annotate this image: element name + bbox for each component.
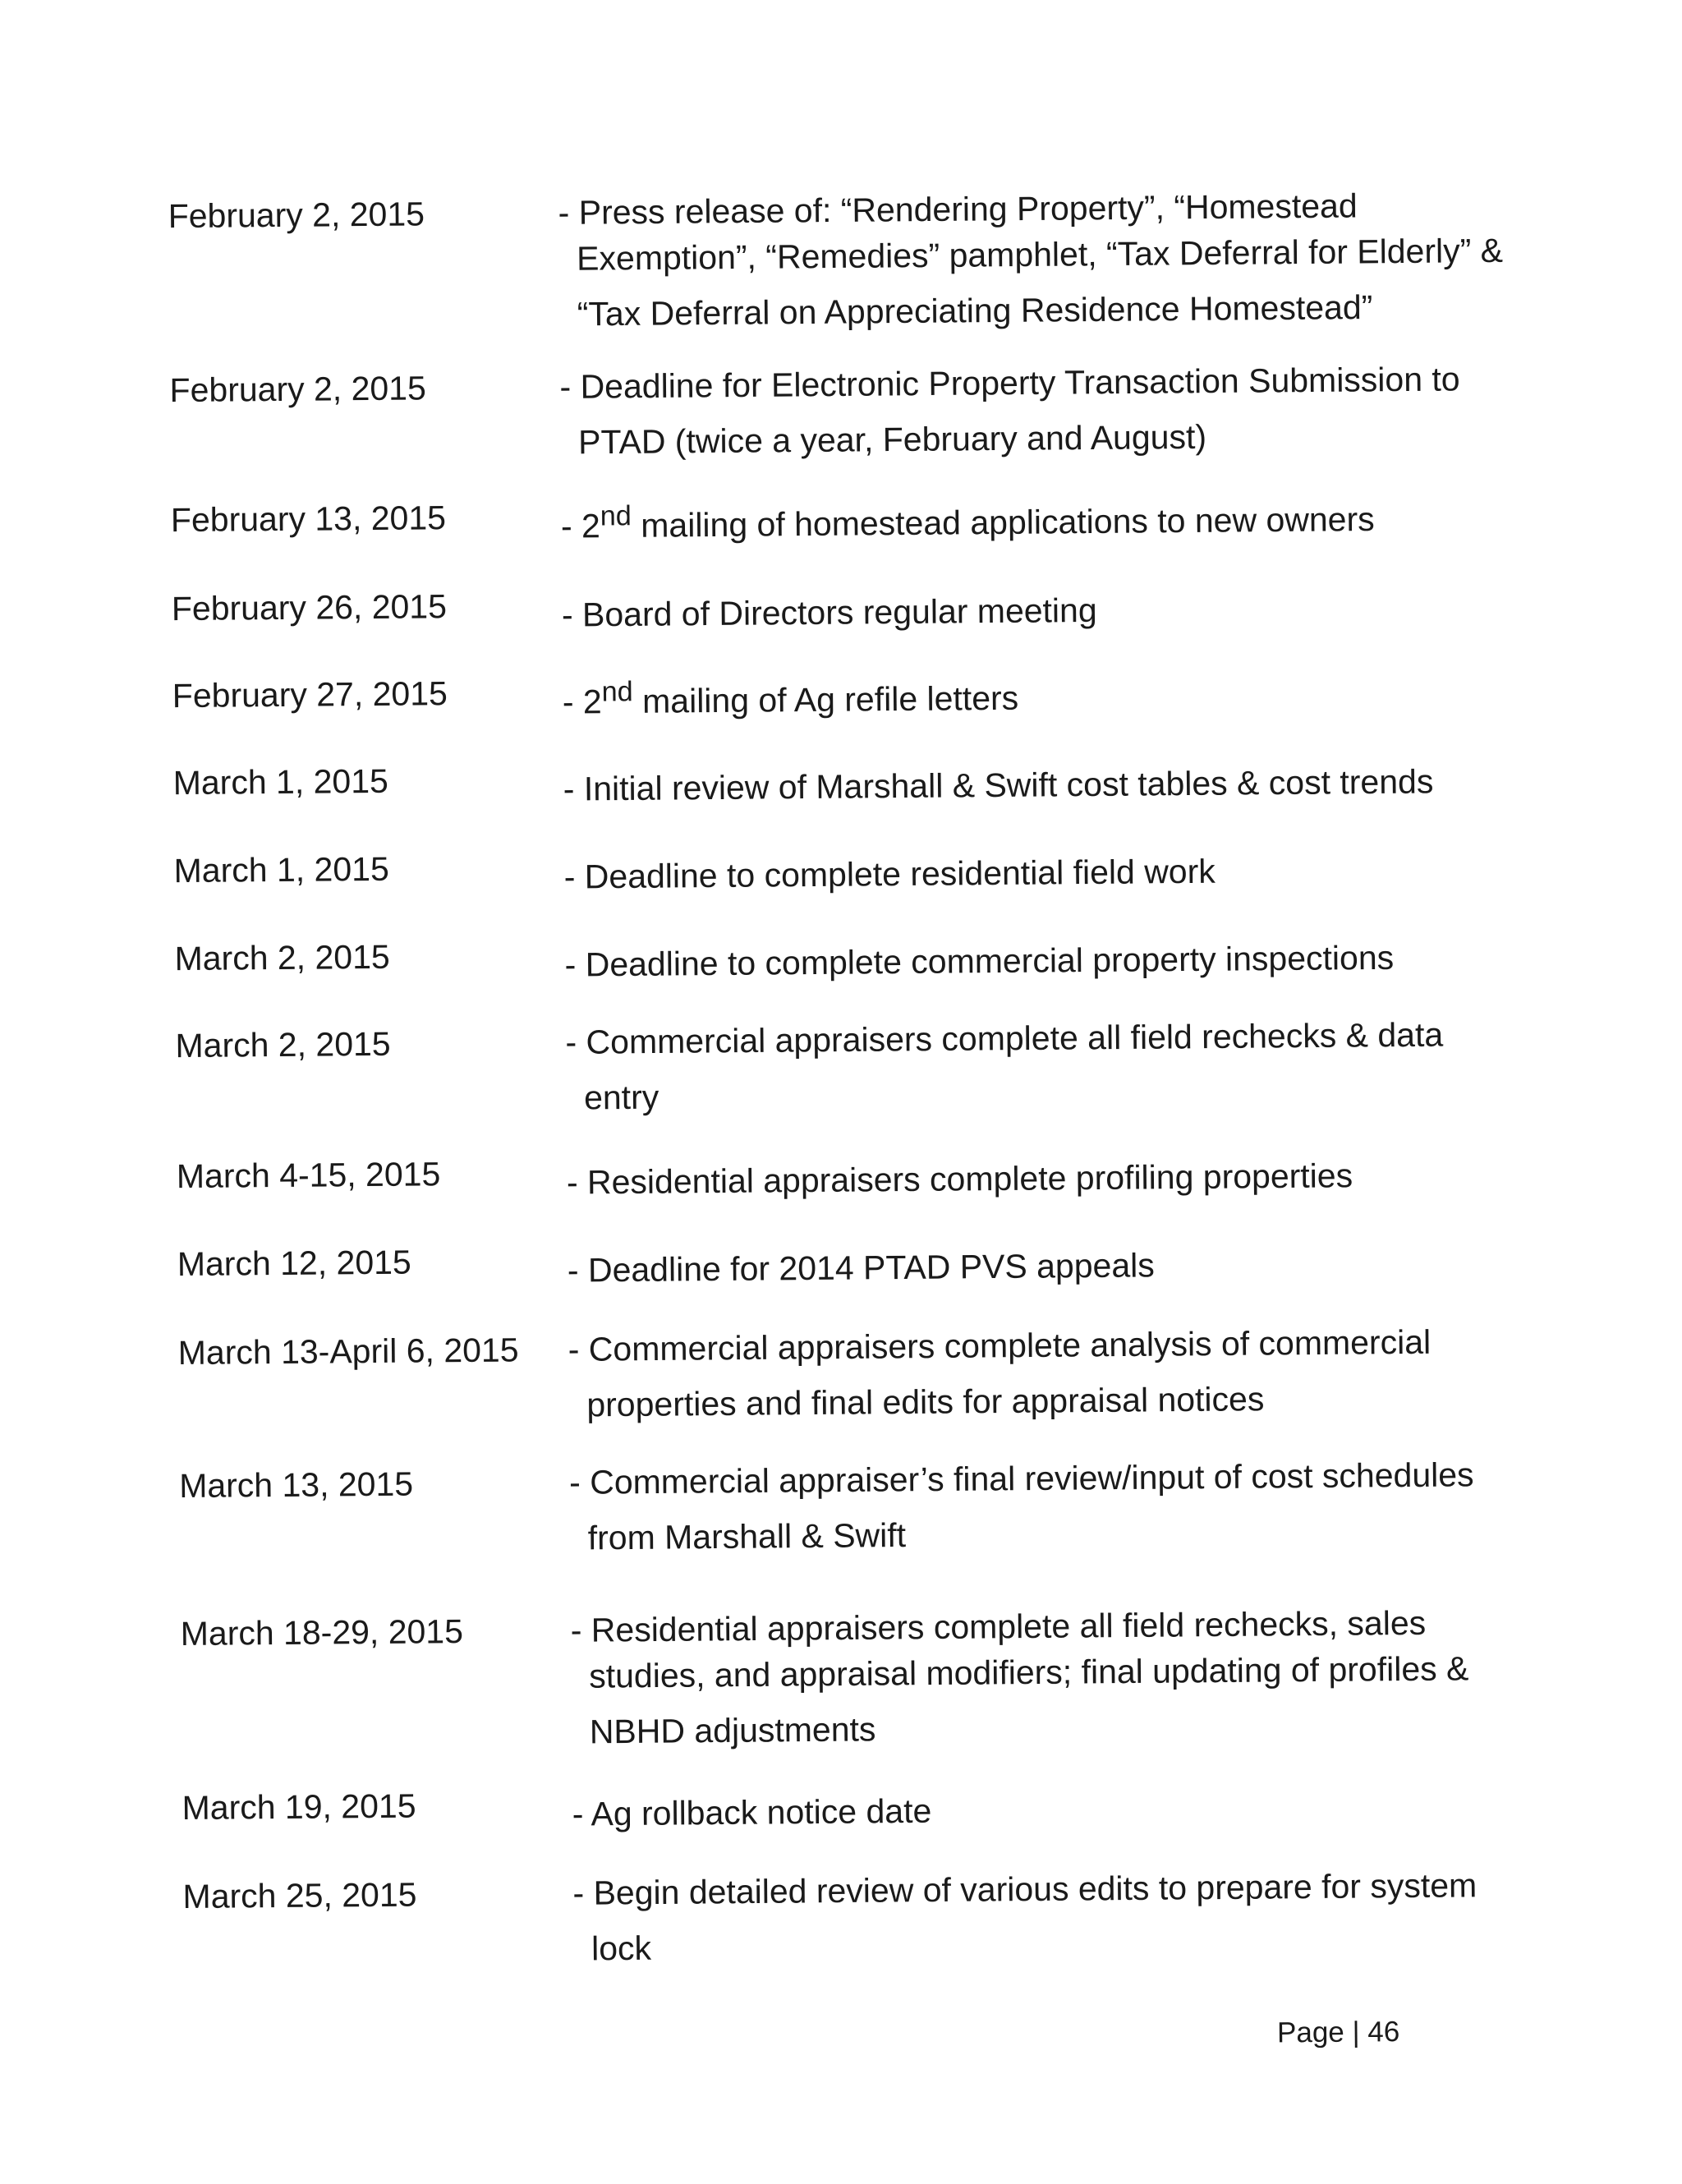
schedule-entry <box>169 356 1516 462</box>
entry-date: February 13, 2015 <box>170 499 447 540</box>
entry-description: - Deadline to complete commercial property inspections <box>564 938 1395 984</box>
entry-description: - Residential appraisers complete all field rechecks, sales studies, and appraisal modifiers; final updating of profiles & NBHD adjustments <box>570 1603 1469 1751</box>
schedule-entry <box>172 748 1519 808</box>
schedule-entry <box>180 1599 1528 1751</box>
entry-description: - 2nd mailing of Ag refile letters <box>562 676 1019 721</box>
entry-description: - Deadline to complete residential field work <box>563 852 1216 896</box>
schedule-entry <box>172 661 1519 721</box>
entry-date: March 2, 2015 <box>174 937 390 978</box>
entry-description: - 2nd mailing of homestead applications to new owners <box>560 499 1375 545</box>
schedule-entry <box>171 574 1519 634</box>
schedule-entry <box>174 924 1521 984</box>
schedule-entry <box>170 485 1518 545</box>
entry-date: March 19, 2015 <box>182 1786 416 1828</box>
schedule-entry <box>175 1011 1522 1117</box>
entry-date: March 1, 2015 <box>173 849 389 890</box>
page-number: Page | 46 <box>1276 2016 1400 2049</box>
entry-date: March 2, 2015 <box>175 1024 391 1065</box>
entry-date: March 13, 2015 <box>178 1464 414 1506</box>
entry-date: February 2, 2015 <box>168 195 425 236</box>
schedule-entry <box>182 1862 1529 1968</box>
entry-description: - Initial review of Marshall & Swift cost tables & cost trends <box>563 762 1434 808</box>
entry-description: - Deadline for Electronic Property Transaction Submission to PTAD (twice a year, February and August) <box>559 360 1460 462</box>
schedule-entry <box>176 1142 1523 1202</box>
entry-date: February 2, 2015 <box>169 369 426 410</box>
entry-description: - Press release of: “Rendering Property”, “Homestead Exemption”, “Remedies” pamphlet, “Tax Deferral for Elderly” & “Tax Deferral on Appreciating Residence Homestead” <box>558 186 1504 333</box>
entry-description: - Commercial appraiser’s final review/input of cost schedules from Marshall & Swift <box>568 1455 1474 1557</box>
entry-description: - Ag rollback notice date <box>572 1791 932 1833</box>
entry-date: March 1, 2015 <box>172 761 389 802</box>
schedule-entry <box>177 1230 1524 1290</box>
entry-description: - Residential appraisers complete profiling properties <box>566 1156 1353 1202</box>
entry-date: March 18-29, 2015 <box>180 1612 464 1653</box>
entry-date: February 26, 2015 <box>171 587 448 628</box>
schedule-entry <box>182 1773 1528 1833</box>
entry-description: - Commercial appraisers complete all field rechecks & data entry <box>565 1015 1444 1117</box>
entry-date: February 27, 2015 <box>172 674 448 715</box>
schedule-entry <box>168 182 1514 333</box>
schedule-entry <box>178 1451 1526 1557</box>
entry-description: - Commercial appraisers complete analysis of commercial properties and final edits for appraisal notices <box>568 1322 1432 1424</box>
schedule-entry <box>177 1318 1525 1424</box>
schedule-entry <box>173 836 1520 896</box>
entry-date: March 4-15, 2015 <box>176 1155 441 1196</box>
entry-date: March 25, 2015 <box>182 1875 417 1916</box>
entry-description: - Board of Directors regular meeting <box>561 591 1097 634</box>
entry-date: March 12, 2015 <box>177 1243 411 1284</box>
entry-date: March 13-April 6, 2015 <box>177 1331 519 1372</box>
entry-description: - Begin detailed review of various edits to prepare for system lock <box>572 1866 1477 1968</box>
entry-description: - Deadline for 2014 PTAD PVS appeals <box>567 1246 1155 1290</box>
